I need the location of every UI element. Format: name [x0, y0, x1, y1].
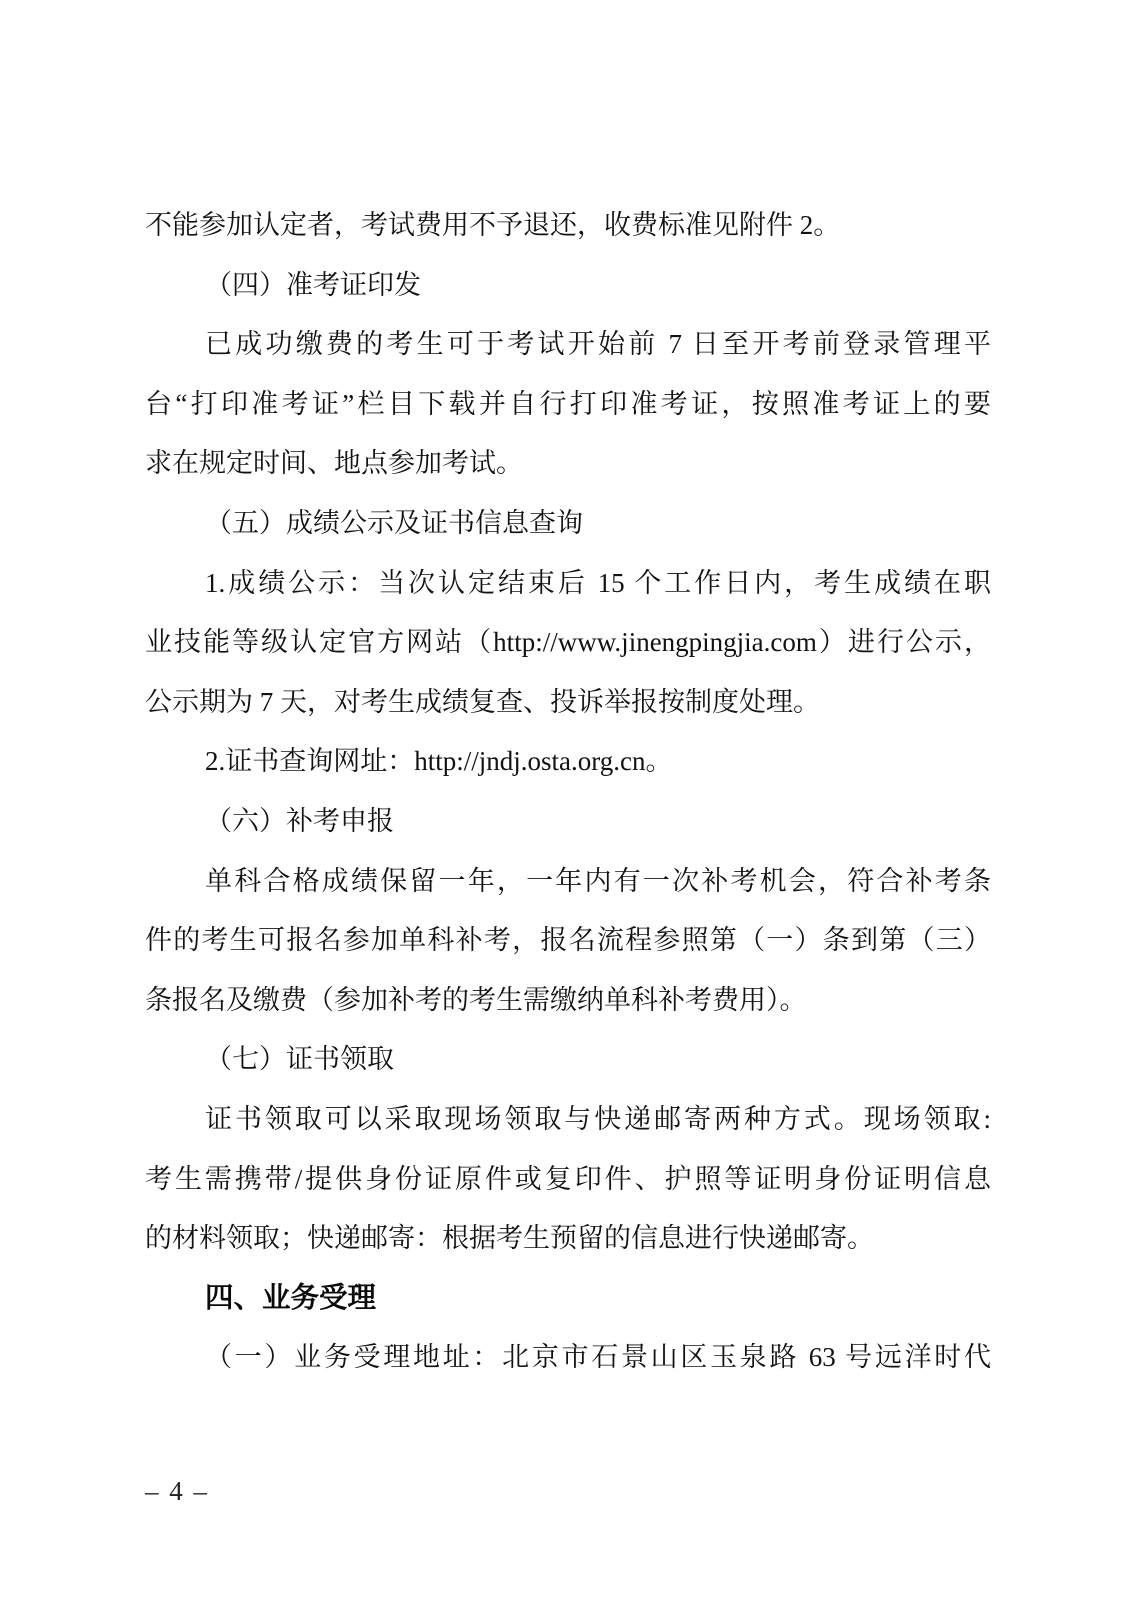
text-line: 已成功缴费的考生可于考试开始前 7 日至开考前登录管理平: [205, 329, 991, 360]
document-text-block: [145, 196, 991, 1388]
page-number: – 4 –: [145, 1476, 209, 1506]
text-line: 求在规定时间、地点参加考试。: [145, 448, 523, 479]
text-line: 1.成绩公示：当次认定结束后 15 个工作日内，考生成绩在职: [205, 567, 991, 598]
section-heading-4: （四）准考证印发: [205, 269, 421, 300]
text-line-with-url: 2.证书查询网址：http://jndj.osta.org.cn。: [205, 746, 673, 777]
text-line: 公示期为 7 天，对考生成绩复查、投诉举报按制度处理。: [145, 686, 820, 717]
section-heading-7: （七）证书领取: [205, 1044, 394, 1075]
text-line: 台“打印准考证”栏目下载并自行打印准考证，按照准考证上的要: [145, 388, 991, 419]
section-heading-5: （五）成绩公示及证书信息查询: [205, 507, 583, 538]
text-line: 的材料领取；快递邮寄：根据考生预留的信息进行快递邮寄。: [145, 1223, 874, 1254]
text-line-with-url: 业技能等级认定官方网站（http://www.jinengpingjia.com）进行公示，: [145, 627, 991, 658]
text-line: 考生需携带/提供身份证原件或复印件、护照等证明身份证明信息: [145, 1163, 991, 1194]
chapter-heading-4: 四、业务受理: [205, 1281, 377, 1314]
text-line: 条报名及缴费（参加补考的考生需缴纳单科补考费用）。: [145, 984, 807, 1015]
text-line: （一）业务受理地址：北京市石景山区玉泉路 63 号远洋时代: [205, 1342, 991, 1373]
text-line: 不能参加认定者，考试费用不予退还，收费标准见附件 2。: [145, 210, 841, 240]
section-heading-6: （六）补考申报: [205, 805, 394, 836]
text-line: 证书领取可以采取现场领取与快递邮寄两种方式。现场领取:: [205, 1103, 991, 1134]
text-line: 单科合格成绩保留一年，一年内有一次补考机会，符合补考条: [205, 865, 991, 896]
text-line: 件的考生可报名参加单科补考，报名流程参照第（一）条到第（三）: [145, 925, 991, 956]
